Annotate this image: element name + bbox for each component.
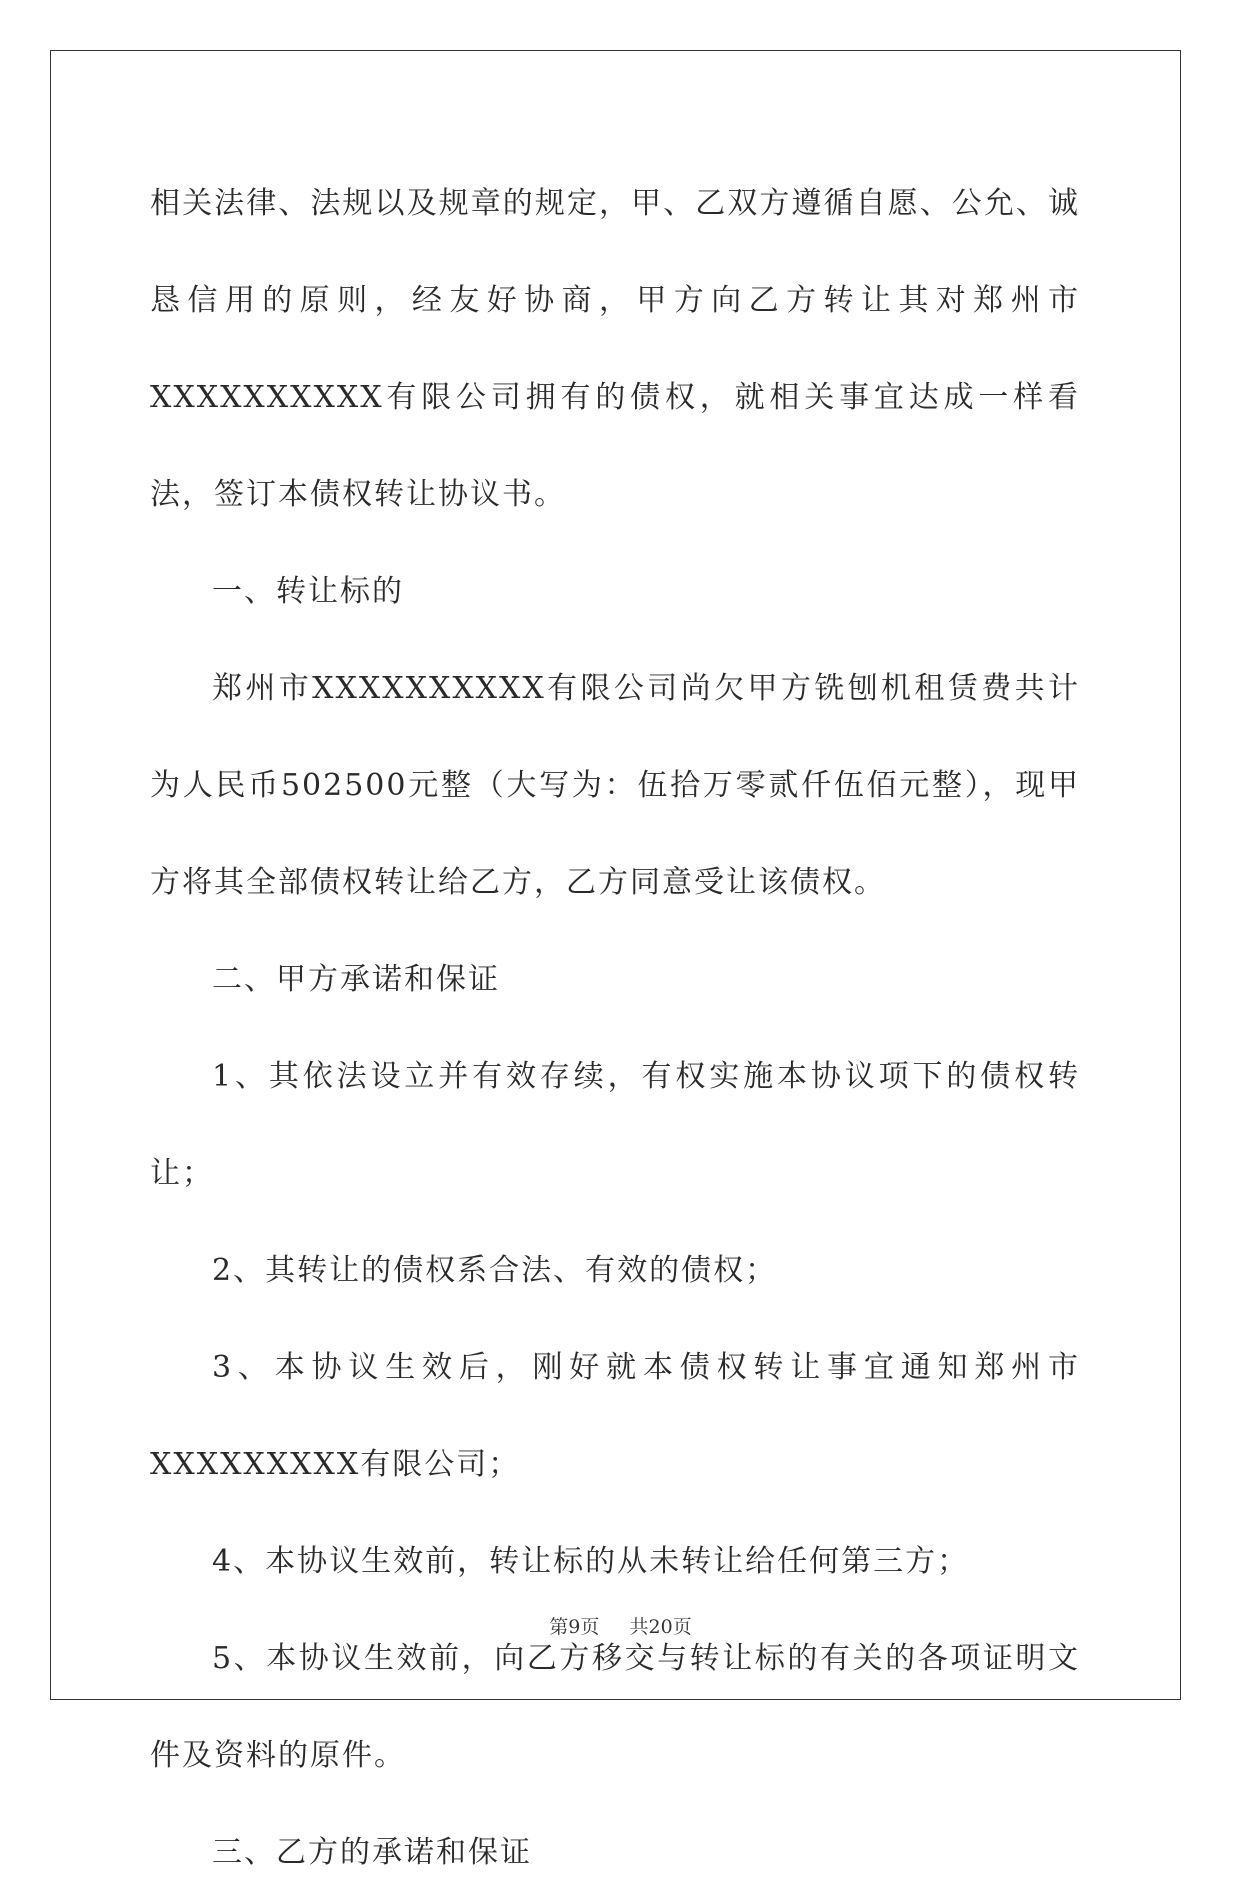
section-heading-transfer-subject: 一、转让标的 xyxy=(212,574,404,609)
page-total: 共20页 xyxy=(629,1616,692,1638)
section-heading-party-b-promises: 三、乙方的承诺和保证 xyxy=(212,1835,532,1870)
list-item-a4: 4、本协议生效前，转让标的从未转让给任何第三方； xyxy=(212,1544,970,1579)
page-footer xyxy=(0,1612,1241,1639)
list-item-a3: 3、本协议生效后，刚好就本债权转让事宜通知郑州市XXXXXXXXX有限公司； xyxy=(150,1350,1080,1482)
list-item-a1: 1、其依法设立并有效存续，有权实施本协议项下的债权转让； xyxy=(150,1059,1080,1191)
page-number: 第9页 xyxy=(549,1616,600,1638)
list-item-a2: 2、其转让的债权系合法、有效的债权； xyxy=(212,1253,778,1288)
section-heading-party-a-promises: 二、甲方承诺和保证 xyxy=(212,962,500,997)
paragraph-intro: 相关法律、法规以及规章的规定，甲、乙双方遵循自愿、公允、诚恳信用的原则，经友好协商，甲方向乙方转让其对郑州市XXXXXXXXXX有限公司拥有的债权，就相关事宜达成一样看法，签订本债权转让协议书。 xyxy=(150,186,1080,512)
paragraph-transfer-subject: 郑州市XXXXXXXXXX有限公司尚欠甲方铣刨机租赁费共计为人民币502500元整（大写为：伍拾万零贰仟伍佰元整），现甲方将其全部债权转让给乙方，乙方同意受让该债权。 xyxy=(150,671,1080,900)
list-item-a5: 5、本协议生效前，向乙方移交与转让标的有关的各项证明文件及资料的原件。 xyxy=(150,1641,1080,1773)
document-body xyxy=(150,155,1080,1901)
